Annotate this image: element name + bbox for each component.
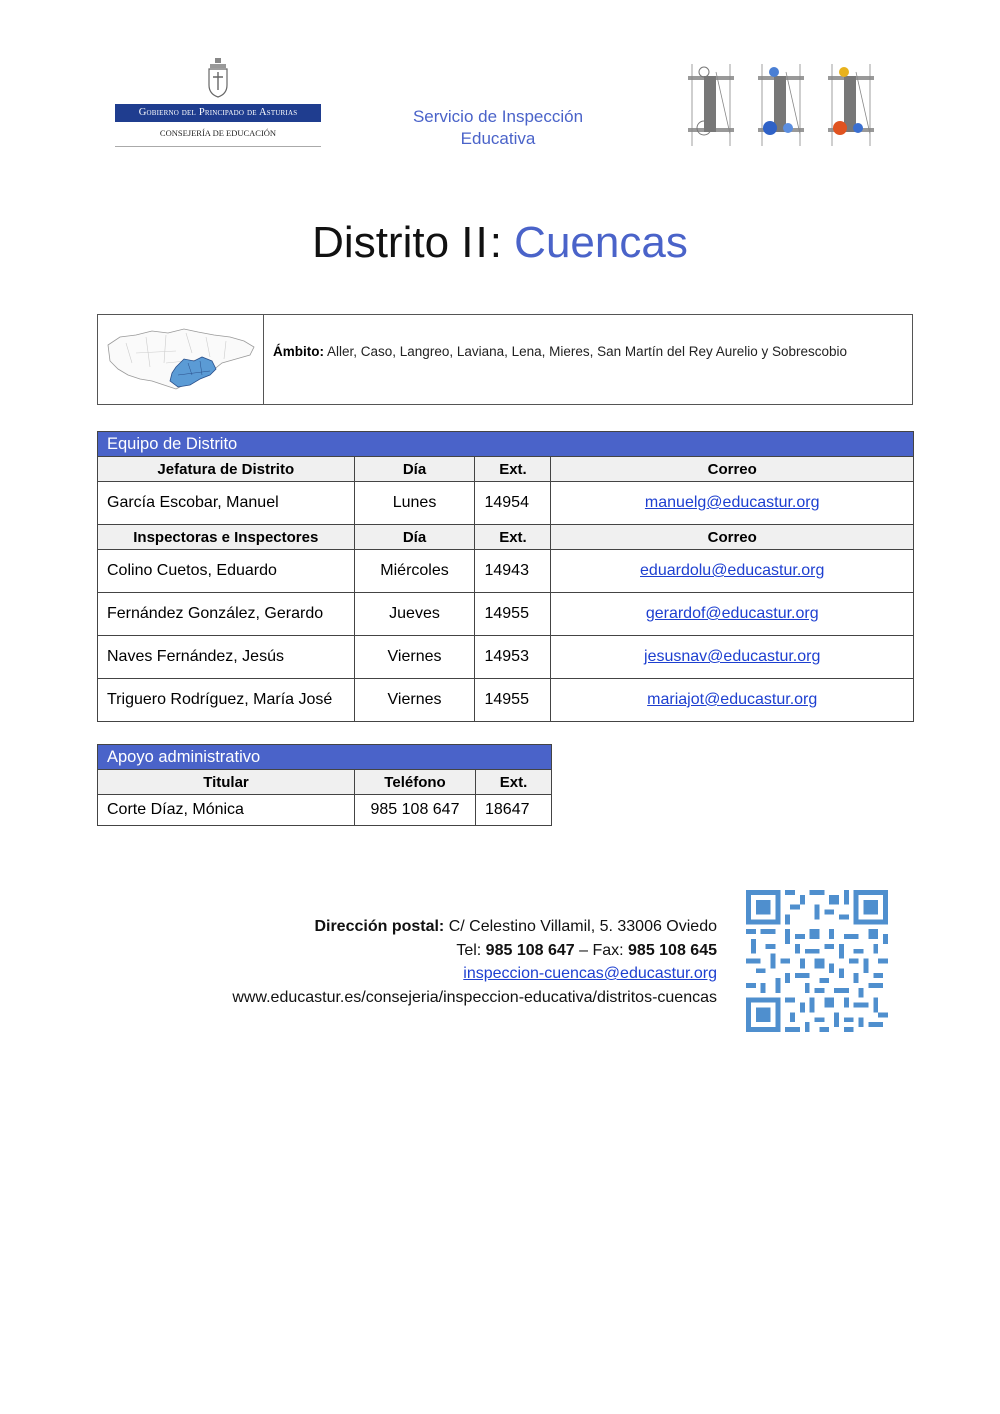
asturias-map-icon: [106, 323, 256, 395]
col-header-correo: Correo: [551, 525, 914, 550]
person-ext: 14953: [475, 636, 551, 679]
contact-email-link[interactable]: inspeccion-cuencas@educastur.org: [463, 965, 717, 982]
divider: [115, 146, 321, 147]
service-title-line1: Servicio de Inspección: [412, 107, 584, 126]
email-link[interactable]: gerardof@educastur.org: [645, 605, 819, 622]
person-name: Corte Díaz, Mónica: [98, 795, 355, 826]
person-name: Naves Fernández, Jesús: [98, 636, 355, 679]
jefatura-header-row: [98, 457, 914, 482]
government-name: Gobierno del Principado de Asturias: [115, 104, 321, 122]
person-name: Triguero Rodríguez, María José: [98, 679, 355, 722]
district-map: [98, 315, 264, 404]
tel-label: Tel:: [456, 941, 486, 959]
table-row: [98, 679, 914, 722]
service-title-line2: Educativa: [460, 129, 536, 148]
contact-web: www.educastur.es/consejeria/inspeccion-educativa/distritos-cuencas: [232, 988, 717, 1006]
email-cell: [551, 482, 914, 525]
person-ext: 14955: [475, 593, 551, 636]
tel-value: 985 108 647: [485, 941, 575, 959]
col-header-inspectores: Inspectoras e Inspectores: [98, 525, 355, 550]
contact-email-line: [150, 962, 717, 986]
equipo-table: [97, 431, 914, 722]
person-phone: 985 108 647: [355, 795, 476, 826]
service-title: [360, 106, 636, 150]
table-row: [98, 593, 914, 636]
col-header-dia: Día: [354, 457, 475, 482]
person-ext: 14943: [475, 550, 551, 593]
person-day: Viernes: [354, 636, 475, 679]
col-header-titular: Titular: [98, 770, 355, 795]
apoyo-table: [97, 744, 552, 826]
logo-i-gray-icon: [688, 64, 734, 146]
email-cell: [551, 636, 914, 679]
person-day: Lunes: [354, 482, 475, 525]
person-name: García Escobar, Manuel: [98, 482, 355, 525]
email-link[interactable]: manuelg@educastur.org: [644, 494, 820, 511]
person-name: Colino Cuetos, Eduardo: [98, 550, 355, 593]
logo-i-blue-icon: [758, 64, 804, 146]
email-link[interactable]: mariajot@educastur.org: [647, 691, 818, 708]
apoyo-banner: Apoyo administrativo: [98, 745, 552, 770]
apoyo-header-row: [98, 770, 552, 795]
table-row: [98, 795, 552, 826]
title-number: II: [461, 218, 490, 267]
address-label: Dirección postal:: [314, 918, 445, 935]
col-header-jefatura: Jefatura de Distrito: [98, 457, 355, 482]
contact-block: [150, 915, 717, 1009]
email-cell: [551, 550, 914, 593]
person-name: Fernández González, Gerardo: [98, 593, 355, 636]
table-row: [98, 482, 914, 525]
phone-line: [150, 939, 717, 963]
email-cell: [551, 679, 914, 722]
person-day: Miércoles: [354, 550, 475, 593]
person-ext: 14954: [475, 482, 551, 525]
inspection-logos-icon: [686, 62, 886, 148]
government-logo: [115, 58, 321, 150]
equipo-banner: Equipo de Distrito: [98, 432, 914, 457]
title-district-name: Cuencas: [514, 218, 688, 267]
title-separator: :: [489, 218, 515, 267]
qr-code-icon[interactable]: [746, 890, 888, 1032]
postal-address: [150, 915, 717, 939]
title-prefix: Distrito: [312, 218, 462, 267]
ambito-label: Ámbito:: [273, 344, 324, 359]
col-header-ext: Ext.: [475, 457, 551, 482]
person-ext: 14955: [475, 679, 551, 722]
inspectores-header-row: [98, 525, 914, 550]
col-header-ext: Ext.: [476, 770, 552, 795]
col-header-dia: Día: [354, 525, 475, 550]
col-header-telefono: Teléfono: [355, 770, 476, 795]
logo-i-color-icon: [828, 64, 874, 146]
ambito-description: [264, 315, 857, 404]
email-link[interactable]: jesusnav@educastur.org: [644, 648, 821, 665]
email-link[interactable]: eduardolu@educastur.org: [640, 562, 825, 579]
fax-label: – Fax:: [574, 941, 629, 959]
email-cell: [551, 593, 914, 636]
table-row: [98, 550, 914, 593]
col-header-ext: Ext.: [475, 525, 551, 550]
address-value: C/ Celestino Villamil, 5. 33006 Oviedo: [444, 918, 717, 935]
ambito-box: [97, 314, 913, 405]
page-title: [0, 218, 1000, 268]
col-header-correo: Correo: [551, 457, 914, 482]
fax-value: 985 108 645: [628, 941, 717, 959]
person-day: Jueves: [354, 593, 475, 636]
ambito-municipalities: Aller, Caso, Langreo, Laviana, Lena, Mieres, San Martín del Rey Aurelio y Sobrescobio: [324, 344, 848, 359]
person-day: Viernes: [354, 679, 475, 722]
crest-icon: [206, 58, 230, 98]
department-name: CONSEJERÍA DE EDUCACIÓN: [159, 128, 277, 138]
table-row: [98, 636, 914, 679]
person-ext: 18647: [476, 795, 552, 826]
